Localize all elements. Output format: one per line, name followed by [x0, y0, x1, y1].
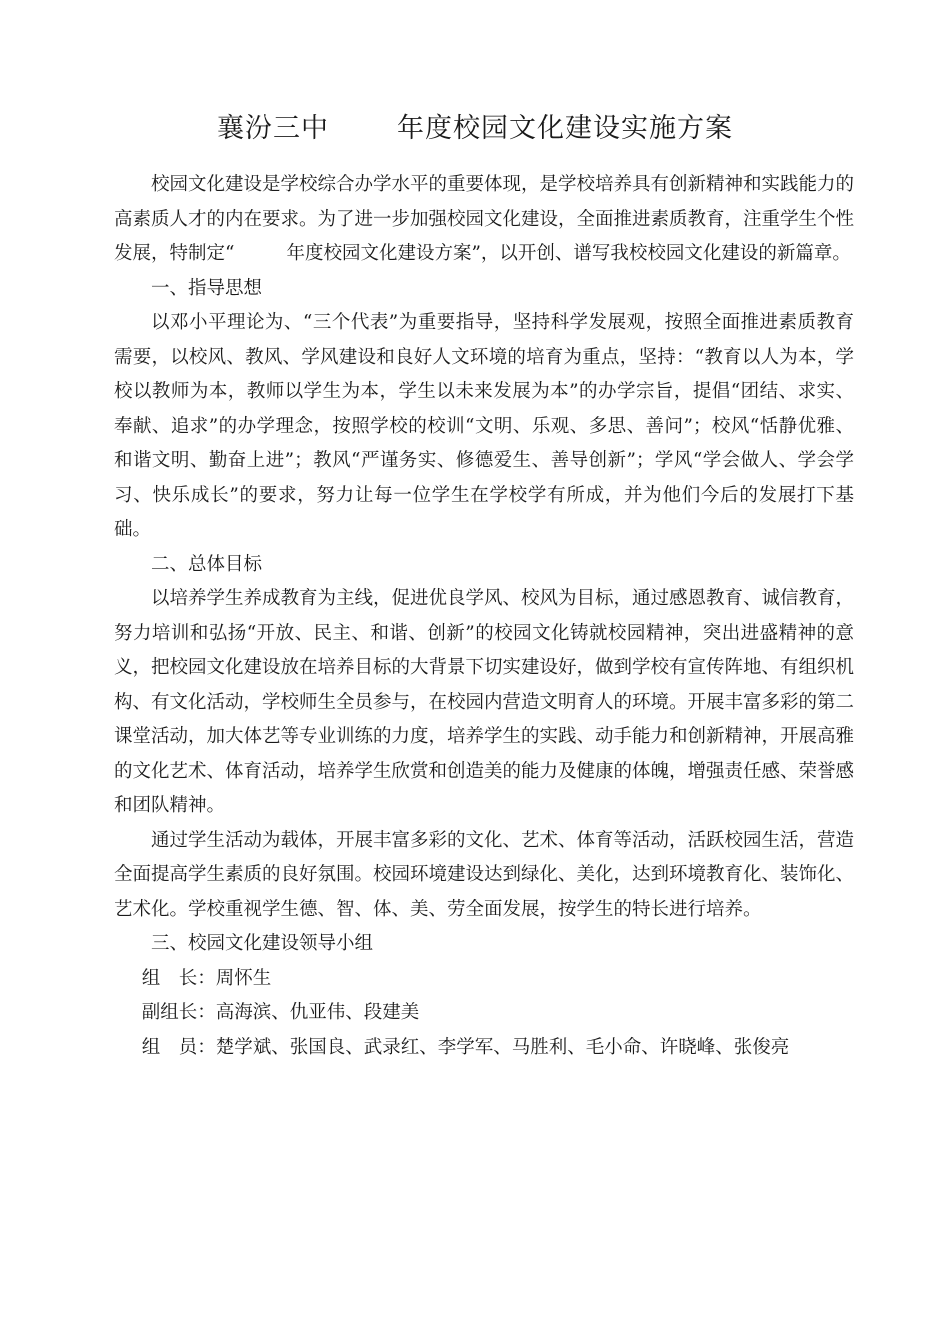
section1-heading: 一、指导思想 [151, 277, 263, 299]
section2-body-1: 以培养学生养成教育为主线，促进优良学风、校风为目标，通过感恩教育、诚信教育，努力培训和弘扬“开放、民主、和谐、创新”的校园文化铸就校园精神，突出进盛精神的意义，把校园文化建设放在培养目标的大背景下切实建设好，做到学校有宣传阵地、有组织机构、有文化活动，学校师生全员参与，在校园内营造文明育人的环境。开展丰富多彩的第二课堂活动，加大体艺等专业训练的力度，培养学生的实践、动手能力和创新精神，开展高雅的文化艺术、体育活动，培养学生欣赏和创造美的能力及健康的体魄，增强责任感、荣誉感和团队精神。 [114, 588, 855, 816]
leader-line: 组 长：周怀生 [141, 967, 272, 989]
section1-body: 以邓小平理论为、“三个代表”为重要指导，坚持科学发展观，按照全面推进素质教育需要，以校风、教风、学风建设和良好人文环境的培育为重点，坚持：“教育以人为本，学校以教师为本，教师以学生为本，学生以未来发展为本”的办学宗旨，提倡“团结、求实、奉献、追求”的办学理念，按照学校的校训“文明、乐观、多思、善问”；校风“恬静优雅、和谐文明、勤奋上进”；教风“严谨务实、修德爱生、善导创新”；学风“学会做人、学会学习、快乐成长”的要求，努力让每一位学生在学校学有所成，并为他们今后的发展打下基础。 [114, 312, 854, 540]
deputy-line: 副组长：高海滨、仇亚伟、段建美 [141, 1002, 420, 1023]
title-rest: 年度校园文化建设实施方案 [397, 113, 733, 144]
section2-body-2: 通过学生活动为载体，开展丰富多彩的文化、艺术、体育等活动，活跃校园生活，营造全面提高学生素质的良好氛围。校园环境建设达到绿化、美化，达到环境教育化、装饰化、艺术化。学校重视学生德、智、体、美、劳全面发展，按学生的特长进行培养。 [114, 829, 855, 920]
intro-paragraph [114, 168, 854, 272]
section2-heading: 二、总体目标 [151, 553, 263, 575]
intro-text-b: 年度校园文化建设方案”，以开创、谱写我校校园文化建设的新篇章。 [286, 243, 851, 264]
title-school: 襄汾三中 [217, 113, 329, 144]
members-line: 组 员：楚学斌、张国良、武录红、李学军、马胜利、毛小命、许晓峰、张俊亮 [141, 1036, 790, 1058]
intro-text-a: 校园文化建设是学校综合办学水平的重要体现，是学校培养具有创新精神和实践能力的高素质人才的内在要求。为了进一步加强校园文化建设，全面推进素质教育，注重学生个性发展，特制定“ [114, 174, 855, 264]
section3-heading: 三、校园文化建设领导小组 [151, 933, 374, 954]
page-title [0, 106, 950, 145]
document-body [114, 168, 854, 1065]
